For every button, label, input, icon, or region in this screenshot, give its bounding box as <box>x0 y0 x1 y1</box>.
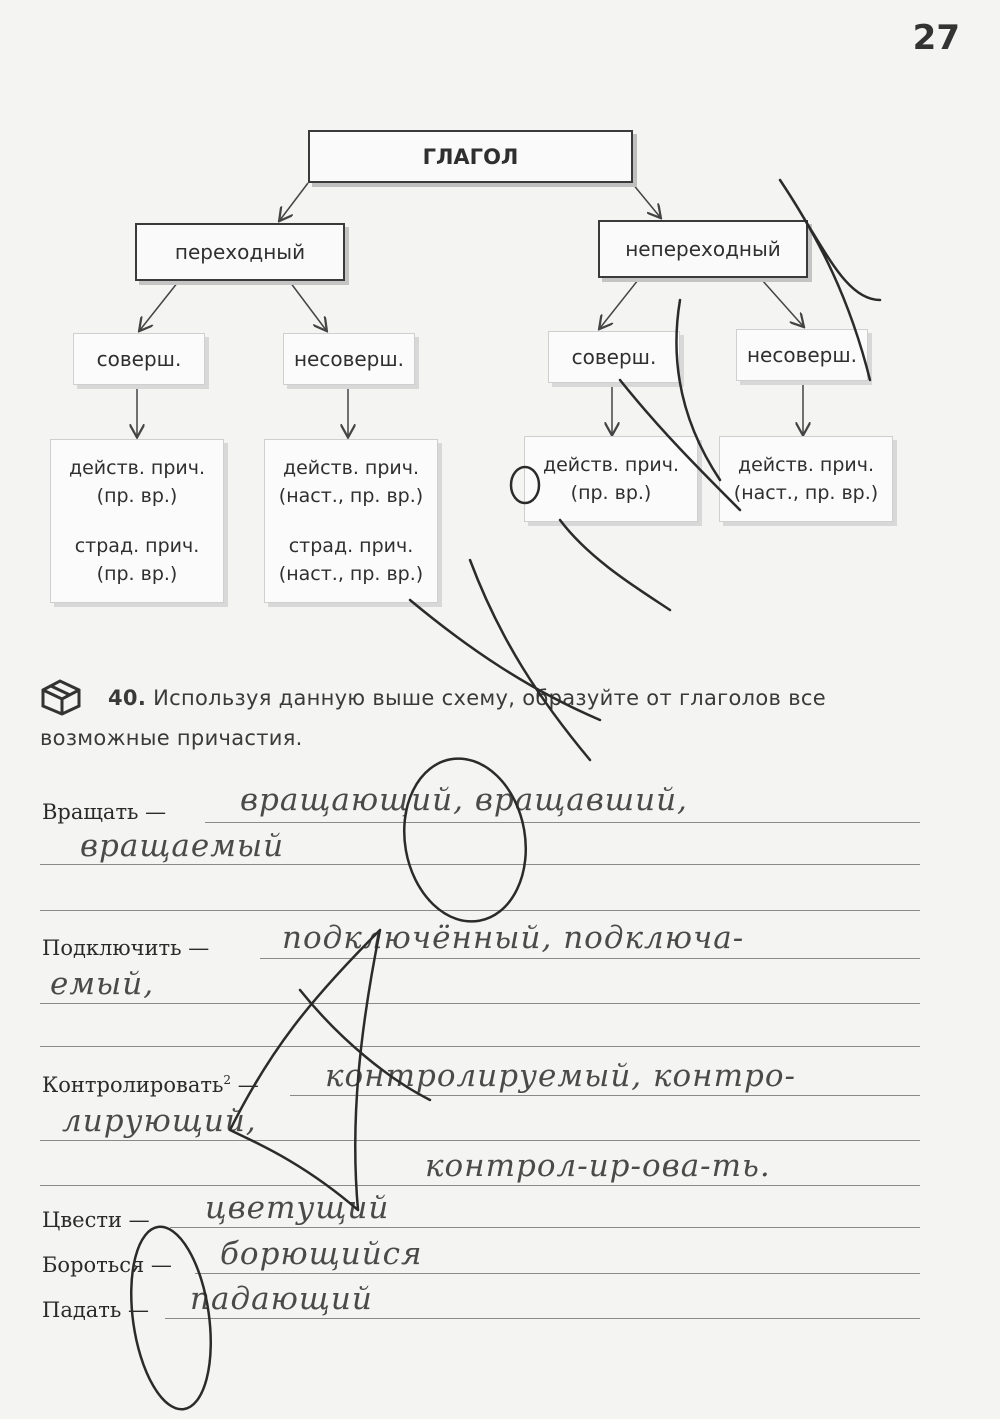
cube-icon <box>40 678 82 716</box>
handwritten-answer: вращаемый <box>80 828 285 864</box>
handwritten-answer: вращающий, вращавший, <box>240 782 688 818</box>
writing-line <box>290 1095 920 1096</box>
participle-type: действ. прич. <box>282 457 420 479</box>
verb-label: Контролировать$^2$ — <box>42 1073 259 1097</box>
scribble-stroke <box>392 749 539 931</box>
handwritten-answer: подключённый, подключа- <box>282 920 745 956</box>
diagram-leaf-transitive-imperfective <box>264 439 438 603</box>
exercise-number: 40. <box>108 686 147 710</box>
handwritten-answer: контролируемый, контро- <box>325 1058 796 1094</box>
handwritten-answer: лирующий, <box>62 1103 257 1139</box>
participle-type: действ. прич. <box>68 457 206 479</box>
writing-line <box>40 1140 920 1141</box>
verb-label: Вращать — <box>42 800 167 824</box>
handwritten-answer: борющийся <box>220 1236 423 1272</box>
handwritten-answer: емый, <box>50 966 155 1002</box>
participle-tense: (наст., пр. вр.) <box>278 485 424 507</box>
writing-line <box>195 1273 920 1274</box>
participle-type: страд. прич. <box>74 535 200 557</box>
writing-line <box>170 1227 920 1228</box>
participle-tense: (пр. вр.) <box>570 482 652 504</box>
diagram-leaf-transitive-perfective <box>50 439 224 603</box>
writing-line <box>165 1318 920 1319</box>
diagram-node-intransitive: непереходный <box>598 220 808 278</box>
handwritten-answer: контрол-ир-ова-ть. <box>425 1148 771 1184</box>
writing-line <box>205 822 920 823</box>
verb-label: Бороться — <box>42 1253 172 1277</box>
participle-tense: (пр. вр.) <box>96 563 178 585</box>
writing-line <box>40 1185 920 1186</box>
diagram-node-transitive-perfective: соверш. <box>73 333 205 385</box>
exercise-text: Используя данную выше схему, образуйте от глаголов все возможные причастия. <box>40 686 826 750</box>
verb-label: Падать — <box>42 1298 150 1322</box>
handwritten-answer: падающий <box>190 1281 373 1317</box>
handwritten-answer: цветущий <box>205 1190 390 1226</box>
writing-line <box>260 958 920 959</box>
diagram-node-transitive-imperfective: несоверш. <box>283 333 415 385</box>
diagram-leaf-intransitive-perfective <box>524 436 698 522</box>
participle-tense: (наст., пр. вр.) <box>278 563 424 585</box>
diagram-leaf-intransitive-imperfective <box>719 436 893 522</box>
diagram-node-transitive: переходный <box>135 223 345 281</box>
participle-type: страд. прич. <box>288 535 414 557</box>
writing-line <box>40 1003 920 1004</box>
exercise-instruction <box>40 678 920 758</box>
verb-label: Цвести — <box>42 1208 150 1232</box>
writing-line <box>40 1046 920 1047</box>
diagram-node-intransitive-perfective: соверш. <box>548 331 680 383</box>
verb-label: Подключить — <box>42 936 210 960</box>
participle-type: действ. прич. <box>542 454 680 476</box>
participle-tense: (пр. вр.) <box>96 485 178 507</box>
page-number: 27 <box>912 18 960 58</box>
writing-line <box>40 864 920 865</box>
participle-tense: (наст., пр. вр.) <box>733 482 879 504</box>
writing-line <box>40 910 920 911</box>
diagram-node-intransitive-imperfective: несоверш. <box>736 329 868 381</box>
footnote-mark: 2 <box>223 1073 232 1087</box>
diagram-root-glagol: ГЛАГОЛ <box>308 130 633 183</box>
participle-type: действ. прич. <box>737 454 875 476</box>
